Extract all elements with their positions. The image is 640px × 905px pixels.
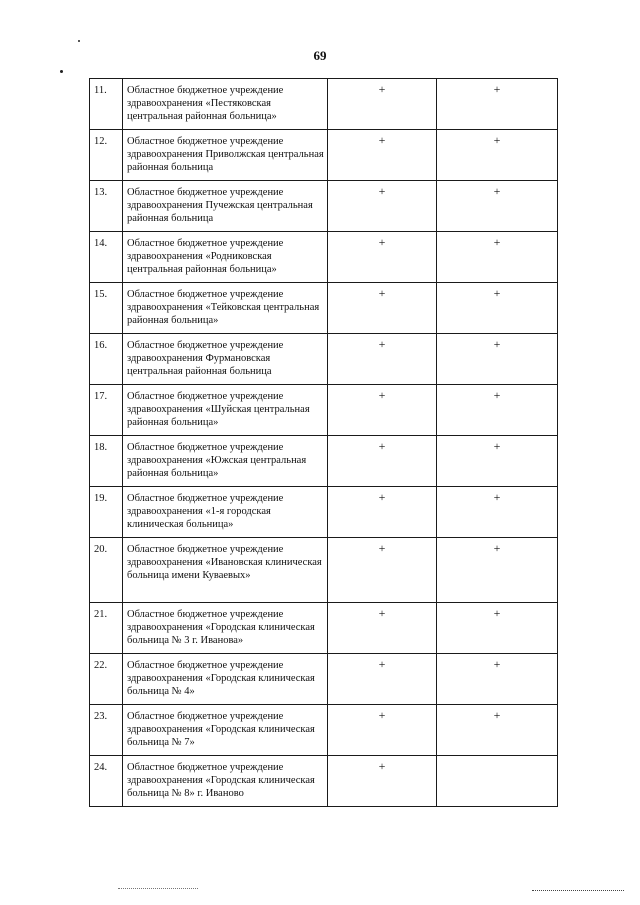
plus-mark: + <box>378 490 386 504</box>
row-number: 17. <box>90 385 123 436</box>
facility-name: Областное бюджетное учреждение здравоохранения «Ивановская клиническая больница имени Куваевых» <box>123 538 328 603</box>
plus-mark: + <box>378 657 386 671</box>
table-row <box>90 654 558 705</box>
mark-column-a <box>328 385 437 436</box>
row-number: 24. <box>90 756 123 807</box>
plus-mark: + <box>493 657 501 671</box>
mark-column-a <box>328 232 437 283</box>
mark-column-b <box>437 705 558 756</box>
mark-column-a <box>328 283 437 334</box>
mark-column-b <box>437 538 558 603</box>
facility-name: Областное бюджетное учреждение здравоохранения Пучежская центральная районная больница <box>123 181 328 232</box>
row-number: 15. <box>90 283 123 334</box>
plus-mark: + <box>378 82 386 96</box>
mark-column-b <box>437 487 558 538</box>
mark-column-a <box>328 756 437 807</box>
mark-column-b <box>437 283 558 334</box>
mark-column-b <box>437 334 558 385</box>
facility-name: Областное бюджетное учреждение здравоохранения «Городская клиническая больница № 7» <box>123 705 328 756</box>
mark-column-b <box>437 654 558 705</box>
row-number: 16. <box>90 334 123 385</box>
plus-mark: + <box>493 708 501 722</box>
plus-mark: + <box>378 286 386 300</box>
plus-mark: + <box>378 759 386 773</box>
plus-mark: + <box>493 541 501 555</box>
table-row <box>90 79 558 130</box>
plus-mark: + <box>493 388 501 402</box>
plus-mark: + <box>493 184 501 198</box>
mark-column-b <box>437 436 558 487</box>
table-row <box>90 538 558 603</box>
table-row <box>90 603 558 654</box>
plus-mark: + <box>378 708 386 722</box>
row-number: 12. <box>90 130 123 181</box>
plus-mark: + <box>493 235 501 249</box>
facility-name: Областное бюджетное учреждение здравоохранения «Городская клиническая больница № 4» <box>123 654 328 705</box>
mark-column-b <box>437 130 558 181</box>
facility-name: Областное бюджетное учреждение здравоохранения «Шуйская центральная районная больница» <box>123 385 328 436</box>
facility-name: Областное бюджетное учреждение здравоохранения «Пестяковская центральная районная больница» <box>123 79 328 130</box>
row-number: 19. <box>90 487 123 538</box>
plus-mark: + <box>493 337 501 351</box>
row-number: 20. <box>90 538 123 603</box>
table-row <box>90 181 558 232</box>
row-number: 18. <box>90 436 123 487</box>
mark-column-a <box>328 130 437 181</box>
plus-mark: + <box>493 606 501 620</box>
table-row <box>90 756 558 807</box>
plus-mark: + <box>493 133 501 147</box>
plus-mark: + <box>378 337 386 351</box>
facility-name: Областное бюджетное учреждение здравоохранения «Родниковская центральная районная больница» <box>123 232 328 283</box>
mark-column-a <box>328 334 437 385</box>
mark-column-b <box>437 181 558 232</box>
row-number: 14. <box>90 232 123 283</box>
mark-column-a <box>328 654 437 705</box>
row-number: 11. <box>90 79 123 130</box>
table-row <box>90 232 558 283</box>
facility-name: Областное бюджетное учреждение здравоохранения «1-я городская клиническая больница» <box>123 487 328 538</box>
mark-column-a <box>328 603 437 654</box>
table-row <box>90 385 558 436</box>
mark-column-b <box>437 756 558 807</box>
facility-name: Областное бюджетное учреждение здравоохранения Приволжская центральная районная больница <box>123 130 328 181</box>
mark-column-a <box>328 79 437 130</box>
mark-column-b <box>437 232 558 283</box>
mark-column-b <box>437 79 558 130</box>
mark-column-a <box>328 705 437 756</box>
table-row <box>90 130 558 181</box>
scan-speck <box>78 40 80 42</box>
scan-artifact <box>532 890 624 893</box>
plus-mark: + <box>378 439 386 453</box>
table-row <box>90 436 558 487</box>
table-body <box>90 79 558 807</box>
row-number: 22. <box>90 654 123 705</box>
plus-mark: + <box>378 133 386 147</box>
plus-mark: + <box>378 388 386 402</box>
plus-mark: + <box>493 286 501 300</box>
table-row <box>90 283 558 334</box>
table-row <box>90 705 558 756</box>
plus-mark: + <box>378 606 386 620</box>
row-number: 13. <box>90 181 123 232</box>
page-number: 69 <box>313 48 327 63</box>
table-row <box>90 334 558 385</box>
plus-mark: + <box>493 490 501 504</box>
scan-artifact <box>118 888 198 889</box>
row-number: 23. <box>90 705 123 756</box>
table-row <box>90 487 558 538</box>
mark-column-a <box>328 436 437 487</box>
plus-mark: + <box>493 82 501 96</box>
mark-column-a <box>328 538 437 603</box>
plus-mark: + <box>493 439 501 453</box>
plus-mark: + <box>378 184 386 198</box>
facility-name: Областное бюджетное учреждение здравоохранения Фурмановская центральная районная больница <box>123 334 328 385</box>
facility-name: Областное бюджетное учреждение здравоохранения «Южская центральная районная больница» <box>123 436 328 487</box>
mark-column-a <box>328 487 437 538</box>
facility-name: Областное бюджетное учреждение здравоохранения «Тейковская центральная районная больница» <box>123 283 328 334</box>
facility-table <box>89 78 558 807</box>
scan-speck <box>60 70 63 73</box>
plus-mark: + <box>378 235 386 249</box>
row-number: 21. <box>90 603 123 654</box>
plus-mark: + <box>378 541 386 555</box>
mark-column-a <box>328 181 437 232</box>
facility-name: Областное бюджетное учреждение здравоохранения «Городская клиническая больница № 3 г. Иванова» <box>123 603 328 654</box>
facility-name: Областное бюджетное учреждение здравоохранения «Городская клиническая больница № 8» г. Иваново <box>123 756 328 807</box>
mark-column-b <box>437 385 558 436</box>
mark-column-b <box>437 603 558 654</box>
